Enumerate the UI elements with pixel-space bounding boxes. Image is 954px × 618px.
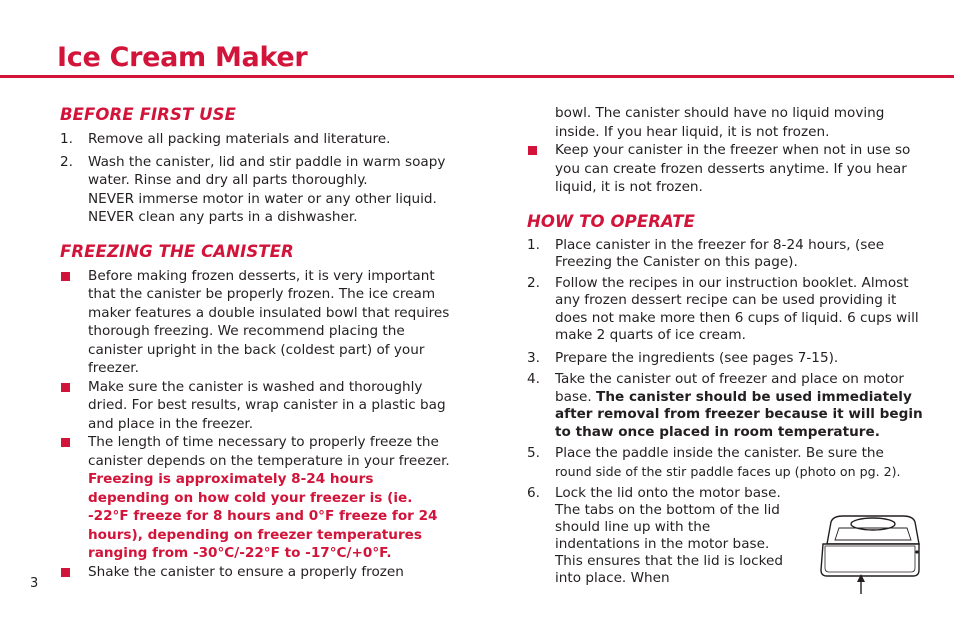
left-column xyxy=(60,104,455,595)
list-item xyxy=(527,445,932,481)
item-text: Place the paddle inside the canister. Be sure the xyxy=(555,445,884,461)
list-number: 1. xyxy=(527,236,540,253)
bullet-text: Make sure the canister is washed and thoroughly dried. For best results, wrap canister in a plastic bag and place in the freezer. xyxy=(88,378,446,432)
section-freezing xyxy=(60,241,455,582)
heading-freezing: FREEZING THE CANISTER xyxy=(60,241,294,261)
bullet-item xyxy=(527,141,932,197)
item-text: Follow the recipes in our instruction booklet. Almost any frozen dessert recipe can be used providing it does not make more then 6 cups of liquid. 6 cups will make 2 quarts of ice cream. xyxy=(555,274,919,343)
heading-before-first-use: BEFORE FIRST USE xyxy=(60,105,237,124)
item-text-after: immerse motor in water or any other liquid. NEVER clean any parts in a dishwasher. xyxy=(88,190,437,225)
list-number: 6. xyxy=(527,485,540,501)
freezing-time-highlight: Freezing is approximately 8-24 hours depending on how cold your freezer is (ie. -22°F freeze for 8 hours and 0°F freeze for 24 hours), depending on freezer temperatures ranging from -30°C/-22°F to -17°C/+0°F. xyxy=(88,471,438,561)
item-text: Remove all packing materials and literature. xyxy=(88,131,391,147)
item-text: Lock the lid onto the motor base. The tabs on the bottom of the lid should line up with the indentations in the motor base. This ensures that the lid is locked into place. When xyxy=(555,485,784,586)
canister-illustration xyxy=(817,514,923,596)
bullet-text: Before making frozen desserts, it is very important that the canister be properly frozen. The ice cream maker features a double insulated bowl that requires thorough freezing. We recommend placing the canister upright in the back (coldest part) of your freezer. xyxy=(88,267,450,376)
list-number: 1. xyxy=(60,131,73,147)
square-bullet-icon xyxy=(61,438,70,447)
item-bold-warning: The canister should be used immediately after removal from freezer because it will begin to thaw once placed in room temperature. xyxy=(555,388,923,440)
bullet-item xyxy=(60,433,455,563)
square-bullet-icon xyxy=(61,568,70,577)
item-text: Place canister in the freezer for 8-24 hours, (see Freezing the Canister on this page). xyxy=(555,236,885,270)
item-small-text: round side of the stir paddle faces up (photo on pg. 2). xyxy=(555,463,901,479)
never-word: NEVER xyxy=(88,190,135,207)
heading-how-to-operate: HOW TO OPERATE xyxy=(527,211,696,231)
square-bullet-icon xyxy=(61,383,70,392)
bullet-text: Keep your canister in the freezer when not in use so you can create frozen desserts anytime. If you hear liquid, it is not frozen. xyxy=(555,142,911,195)
list-item xyxy=(60,153,455,227)
item-text: Take the canister out of freezer and place on motor base. xyxy=(555,371,905,405)
list-item xyxy=(527,485,797,587)
list-item xyxy=(527,349,932,368)
continued-text: bowl. The canister should have no liquid moving inside. If you hear liquid, it is not frozen. xyxy=(555,105,885,140)
list-item xyxy=(527,371,932,441)
square-bullet-icon xyxy=(528,146,537,155)
title-rule xyxy=(0,75,954,78)
page-title: Ice Cream Maker xyxy=(57,42,308,73)
list-number: 2. xyxy=(527,274,540,291)
bullet-item xyxy=(60,563,455,582)
list-item xyxy=(527,237,932,271)
list-item xyxy=(527,275,932,345)
square-bullet-icon xyxy=(61,272,70,281)
section-before-first-use xyxy=(60,104,455,227)
bullet-text: The length of time necessary to properly freeze the canister depends on the temperature in your freezer. xyxy=(88,434,450,469)
bullet-item xyxy=(60,378,455,434)
list-number: 3. xyxy=(527,349,540,366)
list-number: 2. xyxy=(60,153,73,170)
list-item xyxy=(60,130,455,149)
item-text: Wash the canister, lid and stir paddle in warm soapy water. Rinse and dry all parts thoroughly. xyxy=(88,153,446,188)
bullet-text: Shake the canister to ensure a properly frozen xyxy=(88,563,404,580)
bullet-item xyxy=(60,267,455,378)
page-number: 3 xyxy=(30,576,39,591)
item-text: Prepare the ingredients (see pages 7-15). xyxy=(555,349,839,366)
list-number: 5. xyxy=(527,445,540,461)
list-number: 4. xyxy=(527,371,540,387)
